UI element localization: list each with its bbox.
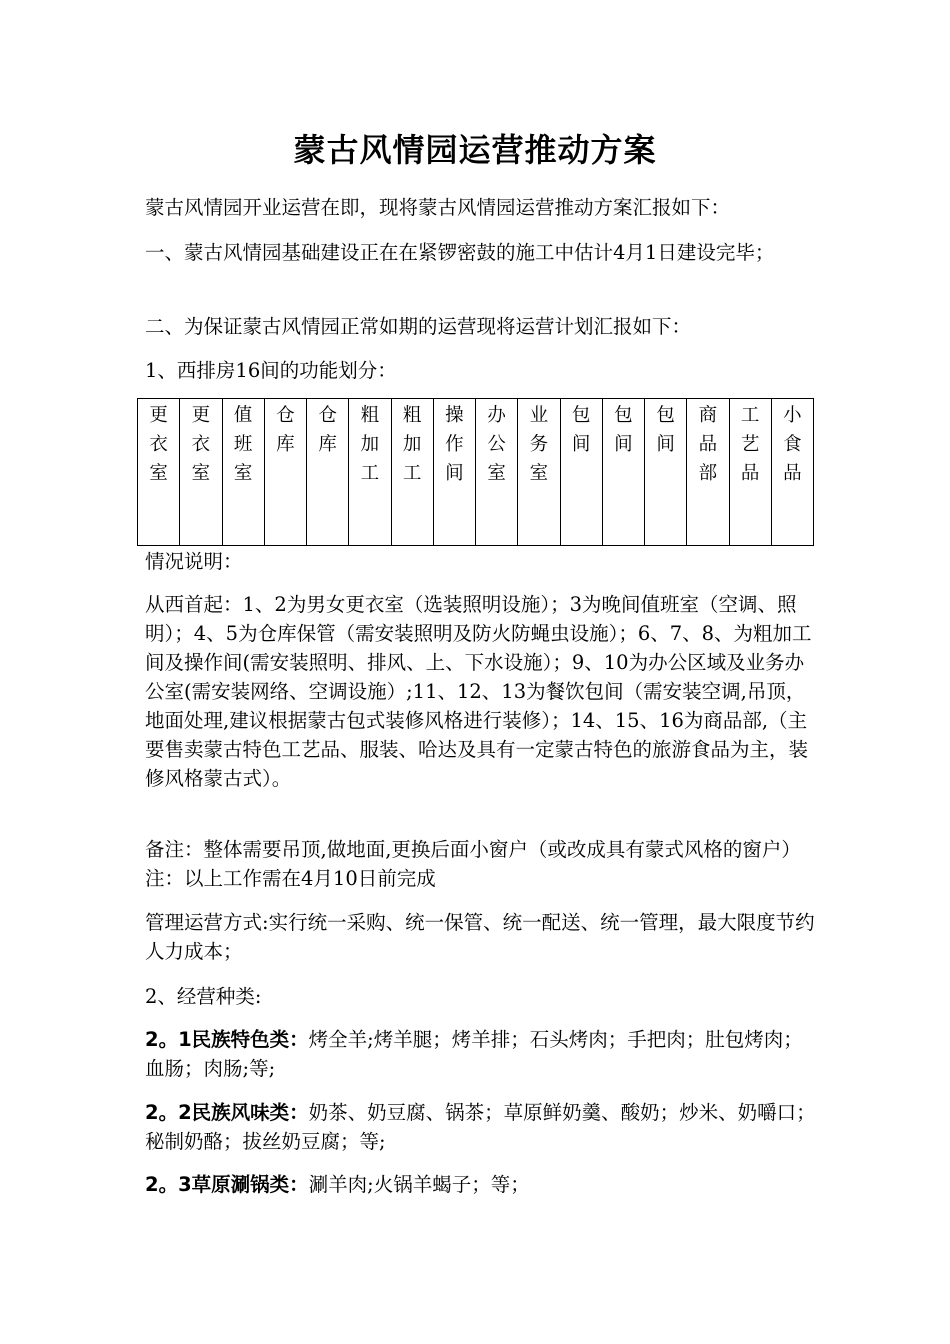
intro-paragraph: 蒙古风情园开业运营在即，现将蒙古风情园运营推动方案汇报如下： [145, 196, 731, 219]
room-label: 包间 [571, 405, 591, 455]
room-row [138, 399, 814, 546]
room-cell [518, 399, 560, 546]
room-label: 仓库 [318, 405, 337, 455]
room-cell [771, 399, 813, 546]
room-cell [687, 399, 729, 546]
room-cell [180, 399, 222, 546]
room-cell [433, 399, 475, 546]
document-title: 蒙古风情园运营推动方案 [293, 131, 657, 169]
room-label: 仓库 [276, 405, 295, 455]
management-paragraph: 管理运营方式:实行统一采购、统一保管、统一配送、统一管理，最大限度节约人力成本； [145, 911, 815, 963]
category-one-text: 烤全羊;烤羊腿；烤羊排；石头烤肉；手把肉；肚包烤肉；血肠；肉肠;等; [145, 1028, 803, 1080]
note-paragraph: 备注：整体需要吊顶,做地面,更换后面小窗户（或改成具有蒙式风格的窗户）注：以上工作需在4月10日前完成 [145, 838, 801, 890]
category-three-text: 涮羊肉;火锅羊蝎子；等； [308, 1173, 530, 1196]
room-label: 更衣室 [191, 405, 211, 484]
room-label: 办公室 [487, 405, 506, 484]
situation-paragraph: 从西首起：1、2为男女更衣室（选装照明设施）；3为晚间值班室（空调、照明）；4、5为仓库保管（需安装照明及防火防蝇虫设施）；6、7、8、为粗加工间及操作间(需安装照明、排风、上、下水设施）；9、10为办公区域及业务办公室(需安装网络、空调设施）;11、12、13为餐饮包间（需安装空调,吊顶，地面处理,建议根据蒙古包式装修风格进行装修）；14、15、16为商品部,（主要售卖蒙古特色工艺品、服装、哈达及具有一定蒙古特色的旅游食品为主，装修风格蒙古式）。 [145, 593, 812, 790]
room-cell [560, 399, 602, 546]
category-three-paragraph [145, 1170, 820, 1199]
room-cell [264, 399, 306, 546]
category-three-label: 2。3草原涮锅类： [145, 1173, 309, 1196]
room-label: 商品部 [698, 405, 718, 484]
room-cell [307, 399, 349, 546]
section-two-heading: 2、经营种类: [145, 985, 262, 1008]
category-two-text: 奶茶、奶豆腐、锅茶；草原鲜奶羹、酸奶；炒米、奶嚼口；秘制奶酪；拔丝奶豆腐；等; [145, 1101, 816, 1153]
room-label: 小食品 [783, 405, 802, 484]
room-label: 粗加工 [402, 405, 422, 484]
room-label: 粗加工 [360, 405, 380, 484]
room-cell [349, 399, 391, 546]
category-one-label: 2。1民族特色类： [145, 1028, 309, 1051]
room-label: 操作间 [445, 405, 464, 484]
category-two-label: 2。2民族风味类： [145, 1101, 309, 1124]
room-cell [391, 399, 433, 546]
room-cell [729, 399, 771, 546]
room-cell [476, 399, 518, 546]
section-one-heading: 1、西排房16间的功能划分： [145, 359, 397, 382]
situation-label: 情况说明： [145, 550, 243, 573]
room-label: 工艺品 [740, 405, 760, 484]
room-cell [645, 399, 687, 546]
room-cell [602, 399, 644, 546]
category-one-paragraph [145, 1025, 820, 1083]
item-two-paragraph: 二、为保证蒙古风情园正常如期的运营现将运营计划汇报如下： [145, 315, 692, 338]
room-label: 业务室 [529, 405, 549, 484]
room-cell [222, 399, 264, 546]
room-label: 更衣室 [149, 405, 168, 484]
item-one-paragraph: 一、蒙古风情园基础建设正在在紧锣密鼓的施工中估计4月1日建设完毕； [145, 241, 775, 264]
room-label: 值班室 [233, 405, 253, 484]
room-label: 包间 [614, 405, 633, 455]
category-two-paragraph [145, 1098, 820, 1156]
room-cell [138, 399, 180, 546]
room-function-table [137, 398, 814, 546]
room-label: 包间 [656, 405, 675, 455]
